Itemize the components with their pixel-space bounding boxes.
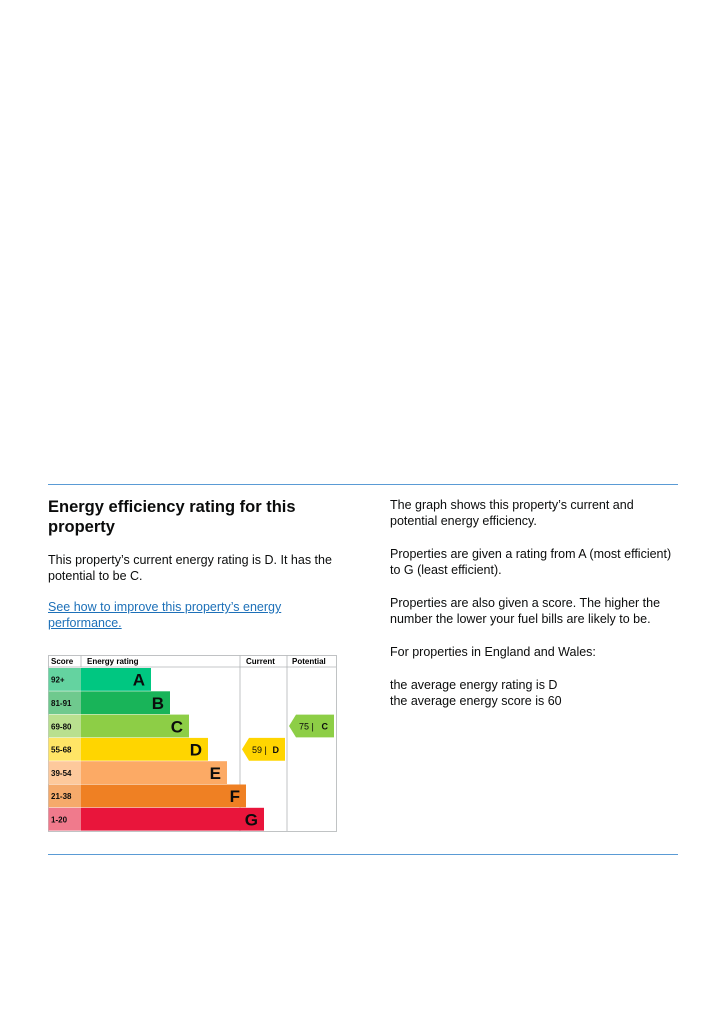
band-letter-e: E: [209, 763, 221, 783]
rating-summary: [48, 497, 348, 631]
header-score: Score: [51, 657, 74, 666]
band-bar-g: [81, 808, 264, 831]
band-letter-c: C: [170, 717, 183, 737]
band-letter-g: G: [244, 810, 258, 830]
band-letter-a: A: [132, 670, 145, 690]
energy-rating-chart: [48, 655, 337, 832]
explanation-score: Properties are also given a score. The higher the number the lower your fuel bills are likely to be.: [390, 596, 661, 626]
score-label-c: 69-80: [51, 722, 72, 732]
current-rating-text: This property’s current energy rating is D. It has the potential to be C.: [48, 553, 332, 583]
band-letter-d: D: [189, 740, 202, 760]
potential-rating-letter-label: C: [321, 721, 328, 732]
current-rating-letter-label: D: [272, 744, 279, 755]
score-label-g: 1-20: [51, 815, 68, 825]
score-label-d: 55-68: [51, 745, 72, 755]
potential-rating-score-label: 75 |: [299, 721, 314, 732]
explanation-graph: The graph shows this property’s current and potential energy efficiency.: [390, 498, 634, 528]
current-rating-score-label: 59 |: [252, 744, 267, 755]
bottom-divider: [48, 854, 678, 855]
band-bar-e: [81, 761, 227, 784]
page-title: Energy efficiency rating for this property: [48, 498, 296, 536]
header-current: Current: [246, 657, 275, 666]
score-label-e: 39-54: [51, 768, 72, 778]
header-potential: Potential: [292, 657, 326, 666]
band-letter-f: F: [229, 787, 240, 807]
band-letter-b: B: [151, 693, 164, 713]
explanation-rating: Properties are given a rating from A (most efficient) to G (least efficient).: [390, 547, 672, 577]
average-rating: the average energy rating is D: [390, 678, 558, 692]
score-label-b: 81-91: [51, 698, 72, 708]
explanation: [390, 497, 682, 709]
score-label-a: 92+: [51, 675, 65, 685]
top-divider: [48, 484, 678, 485]
average-score: the average energy score is 60: [390, 694, 562, 708]
score-label-f: 21-38: [51, 792, 72, 802]
band-bar-f: [81, 785, 246, 808]
header-energy-rating: Energy rating: [87, 657, 139, 666]
explanation-region: For properties in England and Wales:: [390, 645, 596, 659]
improve-energy-link[interactable]: See how to improve this property’s energy performance.: [48, 600, 282, 630]
